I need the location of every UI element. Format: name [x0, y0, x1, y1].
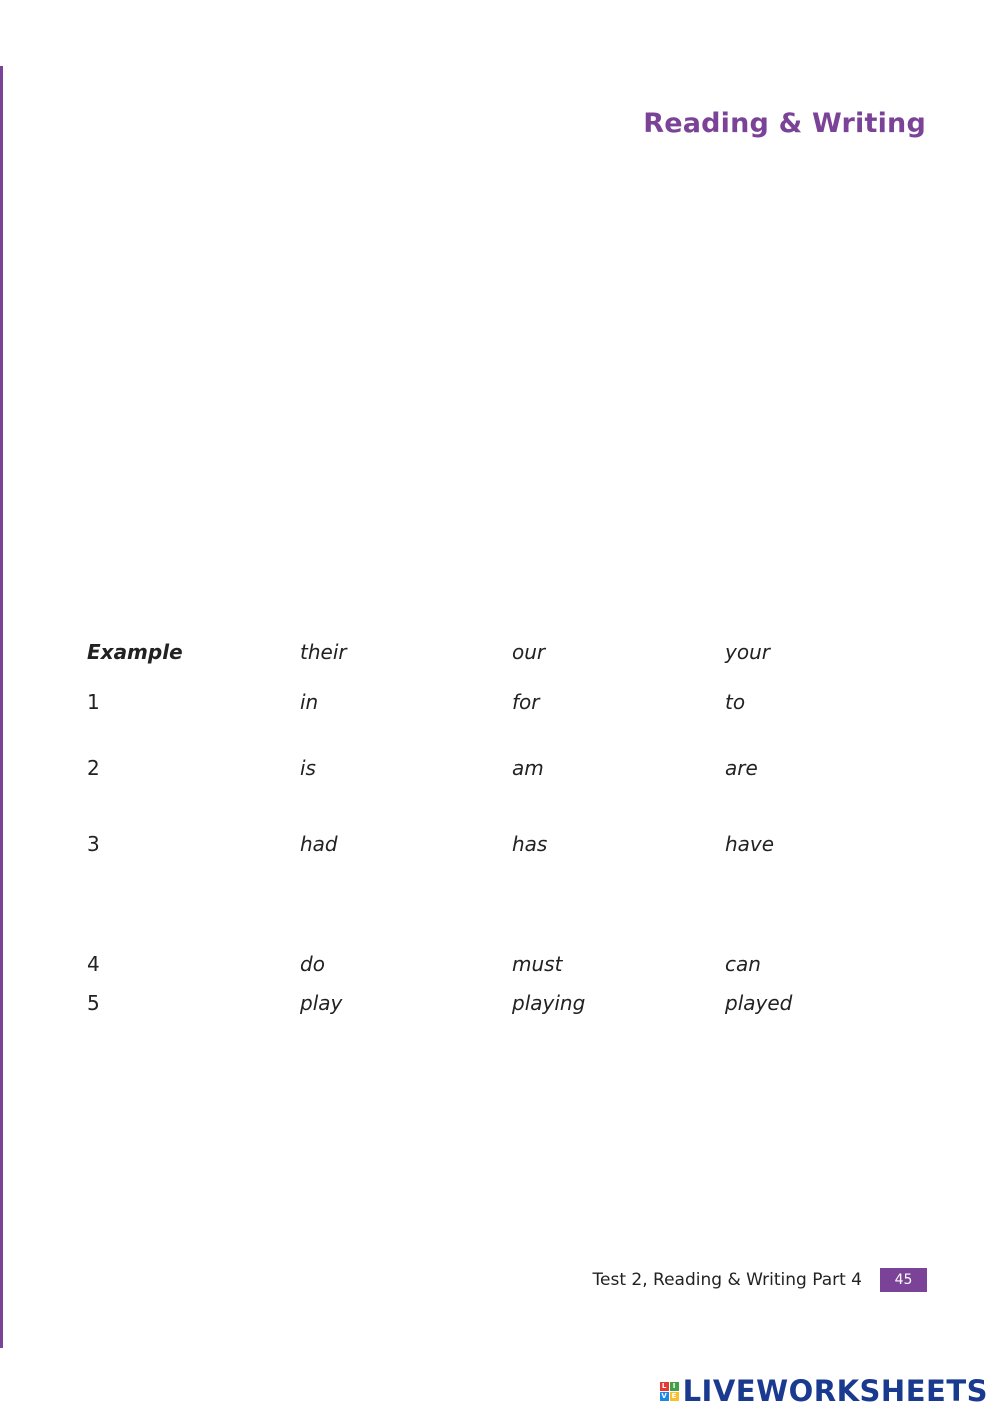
example-row [0, 640, 1000, 670]
option-c: your [725, 640, 770, 664]
logo-letter: E [670, 1392, 679, 1401]
row-number: 4 [87, 952, 100, 976]
option-a[interactable]: do [300, 952, 325, 976]
logo-letter: I [670, 1382, 679, 1391]
section-title: Reading & Writing [643, 108, 926, 139]
liveworksheets-logo[interactable] [660, 1374, 988, 1408]
answer-row-2 [0, 756, 1000, 786]
option-c[interactable]: have [725, 832, 775, 856]
option-b[interactable]: playing [512, 991, 586, 1015]
answer-row-3 [0, 832, 1000, 862]
row-number: 3 [87, 832, 100, 856]
live-logo-icon [660, 1382, 679, 1401]
logo-letter: V [661, 1391, 667, 1400]
option-b[interactable]: has [512, 832, 548, 856]
logo-letter: L [660, 1382, 669, 1391]
option-c[interactable]: played [725, 991, 793, 1015]
answer-row-1 [0, 690, 1000, 720]
option-c[interactable]: to [725, 690, 746, 714]
answer-row-4 [0, 952, 1000, 982]
option-c[interactable]: can [725, 952, 761, 976]
option-b[interactable]: am [512, 756, 544, 780]
option-a[interactable]: in [300, 690, 319, 714]
option-a[interactable]: had [300, 832, 338, 856]
option-a[interactable]: is [300, 756, 316, 780]
example-label: Example [87, 640, 183, 664]
row-number: 1 [87, 690, 100, 714]
row-number: 2 [87, 756, 100, 780]
option-b[interactable]: for [512, 690, 540, 714]
option-b: our [512, 640, 546, 664]
option-b[interactable]: must [512, 952, 563, 976]
footer-caption: Test 2, Reading & Writing Part 4 [592, 1270, 862, 1290]
brand-name: LIVEWORKSHEETS [682, 1374, 988, 1408]
option-a[interactable]: play [300, 991, 343, 1015]
row-number: 5 [87, 991, 100, 1015]
option-c[interactable]: are [725, 756, 758, 780]
page-number-badge: 45 [880, 1268, 927, 1292]
option-a: their [300, 640, 347, 664]
answer-row-5 [0, 991, 1000, 1021]
